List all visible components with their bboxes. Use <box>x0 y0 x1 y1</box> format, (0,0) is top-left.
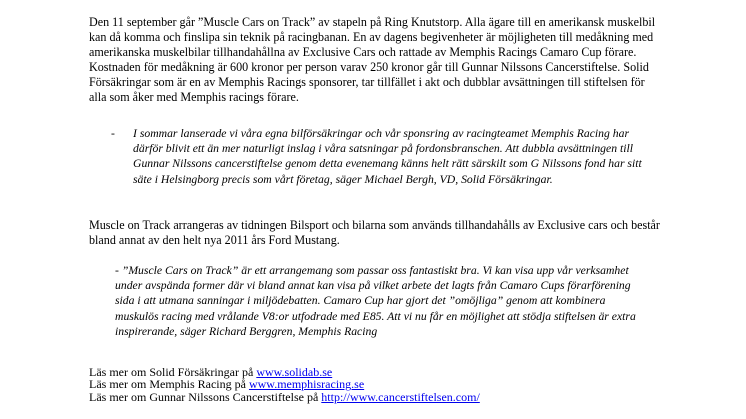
muscle-on-track-paragraph: Muscle on Track arrangeras av tidningen Bilsport och bilarna som används tillhandahålls av Exclusive cars och består bland annat av den helt nya 2011 års Ford Mustang. <box>89 218 660 248</box>
read-more-links <box>89 366 480 403</box>
read-more-text: Läs mer om Memphis Racing på <box>89 377 249 392</box>
solid-link[interactable]: www.solidab.se <box>256 365 333 379</box>
read-more-text: Läs mer om Solid Försäkringar på <box>89 365 257 379</box>
cancerstiftelsen-link[interactable]: http://www.cancerstiftelsen.com/ <box>321 389 480 404</box>
memphis-link[interactable]: www.memphisracing.se <box>248 377 365 392</box>
read-more-text: Läs mer om Gunnar Nilssons Cancerstiftelse på <box>89 389 322 404</box>
solid-quote: I sommar lanserade vi våra egna bilförsäkringar och vår sponsring av racingteamet Memphis Racing har därför blivit ett än mer naturligt inslag i våra satsningar på fordonsbranschen. Att dubbla avsättningen till Gunnar Nilssons cancerstiftelse genom detta evenemang känns helt rätt särskilt som G Nilssons fond har sitt säte i Helsingborg precis som vårt företag, säger Michael Bergh, VD, Solid Försäkringar. <box>133 127 642 186</box>
quote-dash: - <box>111 127 115 140</box>
memphis-quote: - ”Muscle Cars on Track” är ett arrangemang som passar oss fantastiskt bra. Vi kan visa upp vår verksamhet under avspända former där vi bland annat kan visa på vilket arbete det lagts från Camaro Cups förarförening sida i att utmana sanningar i miljödebatten. Camaro Cup har gjort det ”omöjliga” genom att kombinera muskulös racing med vrålande V8:or utfodrade med E85. Att vi nu får en möjlighet att stödja stiftelsen är extra inspirerande, säger Richard Berggren, Memphis Racing <box>115 264 636 338</box>
read-more-cancerstiftelsen <box>89 391 480 403</box>
intro-paragraph: Den 11 september går ”Muscle Cars on Track” av stapeln på Ring Knutstorp. Alla ägare till en amerikansk muskelbil kan då komma och finslipa sin teknik på racingbanan. En av dagens begivenheter är möjligheten till medåkning med amerikanska muskelbilar tillhandahållna av Exclusive Cars och rattade av Memphis Racings Camaro Cup förare. Kostnaden för medåkning är 600 kronor per person varav 250 kronor går till Gunnar Nilssons Cancerstiftelse. Solid Försäkringar som är en av Memphis Racings sponsorer, tar tillfället i akt och dubblar avsättningen till stiftelsen för alla som åker med Memphis racings förare. <box>89 15 656 105</box>
